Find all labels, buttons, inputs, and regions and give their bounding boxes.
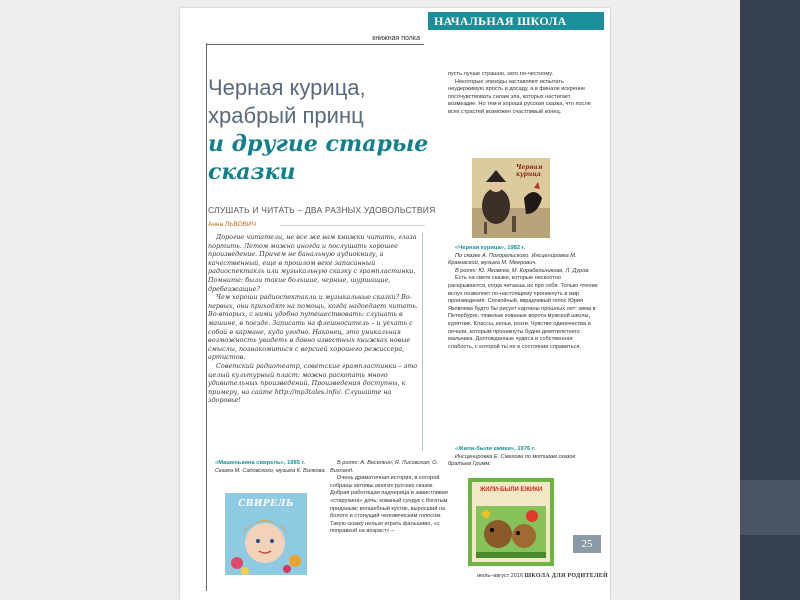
author-name: Анна ЛЬВОВИЧ	[208, 221, 256, 228]
shelf-rule	[206, 44, 424, 45]
book-caption: Инсценировка Е. Смехова по мотивам сказок братьев Гримм.	[448, 453, 576, 468]
body-paragraph: Очень драматичная история, в которой собраны мотивы многих русских сказок. Добрая работящая падчерица и завистливая «старухина» дочь; кованый сундук с богатым приданым; волшебный кустик, выросший на болоте и стонущий человеческим голосом. Такую сказку нельзя играть фальшиво, «с поправкой на возраст» –	[330, 475, 448, 535]
title-line-2: храбрый принц	[208, 103, 364, 128]
intro-paragraph: Дорогие читатели, не все же вам книжки читать, глаза портить. Летом можно иногда и послушать хорошее произведение. Причем не банальную аудиокнигу, а качественный, еще в прошлом веке записанный радиоспектакль или музыкальную сказку с грампластинки. Помните: были такие большие, черные, шуршащие, дребезжащие?	[208, 233, 417, 293]
book-roles: В ролях: А. Веселкин, Я. Лисовская, О. Вихланд.	[330, 460, 438, 474]
body-paragraph: пусть лучше страшно, зато по-честному.	[448, 71, 554, 77]
book-cover-kurica	[472, 158, 550, 238]
cover-title: ЖИЛИ-БЫЛИ ЕЖИКИ	[479, 487, 543, 493]
page-footer	[418, 573, 608, 579]
intro-paragraph: Советский радиотеатр, советские грампластинки – это целый культурный пласт: можно раскопать много удивительных произведений. Произведения доступны, к примеру, на сайте http://mp3tales.info/. Слушайте на здоровье!	[208, 361, 418, 405]
section-label: книжная полка	[372, 35, 420, 42]
intro-paragraph: Чем хороши радиоспектакли и музыкальные сказки? Во-первых, они приходят на помощь, когда надоедает читать. Во-вторых, с ними удобно путешествовать: слушать в машине, в поезде. Записать на флешноситель – и уехать с собой в кармане, куда угодно. Наконец, это уникальная возможность увидеть в давно известных книжках новые смыслы, познакомиться с версией хорошего режиссера, артистов.	[208, 293, 418, 362]
book-caption: Сказка М. Садовского, музыка К. Волкова.	[215, 467, 327, 474]
title-line-1: Черная курица,	[208, 75, 366, 100]
footer-magazine: ШКОЛА ДЛЯ РОДИТЕЛЕЙ	[524, 573, 608, 579]
intro-box	[208, 233, 423, 451]
middle-column	[330, 460, 450, 536]
book-caption: По сказке А. Погорельского. Инсценировка М. Краковской, музыка М. Меерович.	[448, 252, 577, 267]
body-paragraph: Есть на свете сказки, которые нескоотно раскрываются, когда читаешь их про себя. Только чтение вслух позволяет по-настоящему проникнуть в мир произведения. Спокойный, вкрадчивый голос Юрия Яковлева будто бы рисует картины прошлых лет: зима в Петербурге, тяжелые кованые ворота мужской школы, курятник. Классы, кельи, розги. Чувство одиночества и печали, которым проникнуты будни девятилетнего мальчика. Долгожданные чудеса и собственная слабость, с которой ты не в состоянии справиться.	[448, 275, 598, 350]
page-number: 25	[573, 535, 601, 553]
book-caption-title: «Машенькина свирель», 1985 г.	[215, 460, 306, 466]
title-line-3: и другие старые	[208, 131, 429, 157]
article-subtitle: СЛУШАТЬ И ЧИТАТЬ – ДВА РАЗНЫХ УДОВОЛЬСТВИЯ	[208, 205, 436, 215]
page-frame-line	[206, 43, 207, 591]
cover-title: Черная курица	[516, 164, 543, 178]
book-caption-title: «Жили-были ежики», 1976 г.	[455, 446, 536, 452]
side-band-accent	[740, 480, 800, 535]
author-rule	[280, 225, 425, 226]
cover-title: СВИРЕЛЬ	[238, 499, 294, 509]
book-cover-ezhik	[468, 478, 554, 566]
section-banner: НАЧАЛЬНАЯ ШКОЛА	[428, 12, 604, 30]
body-paragraph: Некоторые эпизоды заставляют испытать неудержимую ярость и досаду, а в финале искренне посочувствовать силам зла, которых настигает возмездие. Но тем и хороша русская сказка, что после всех страстей возможен счастливый конец.	[448, 78, 591, 115]
right-column-bottom	[448, 446, 598, 469]
book-caption-title: «Черная курица», 1982 г.	[455, 245, 526, 251]
right-column-top	[448, 71, 598, 117]
book-cover-svirel	[225, 493, 307, 575]
footer-date: июль–август 2016	[477, 573, 524, 579]
title-line-4: сказки	[208, 159, 296, 185]
right-column-middle	[448, 245, 598, 351]
left-caption	[208, 460, 328, 475]
book-roles: В ролях: Ю. Яковлев, М. Корабельникова, Л. Дуров.	[455, 267, 590, 274]
magazine-page	[180, 8, 610, 600]
